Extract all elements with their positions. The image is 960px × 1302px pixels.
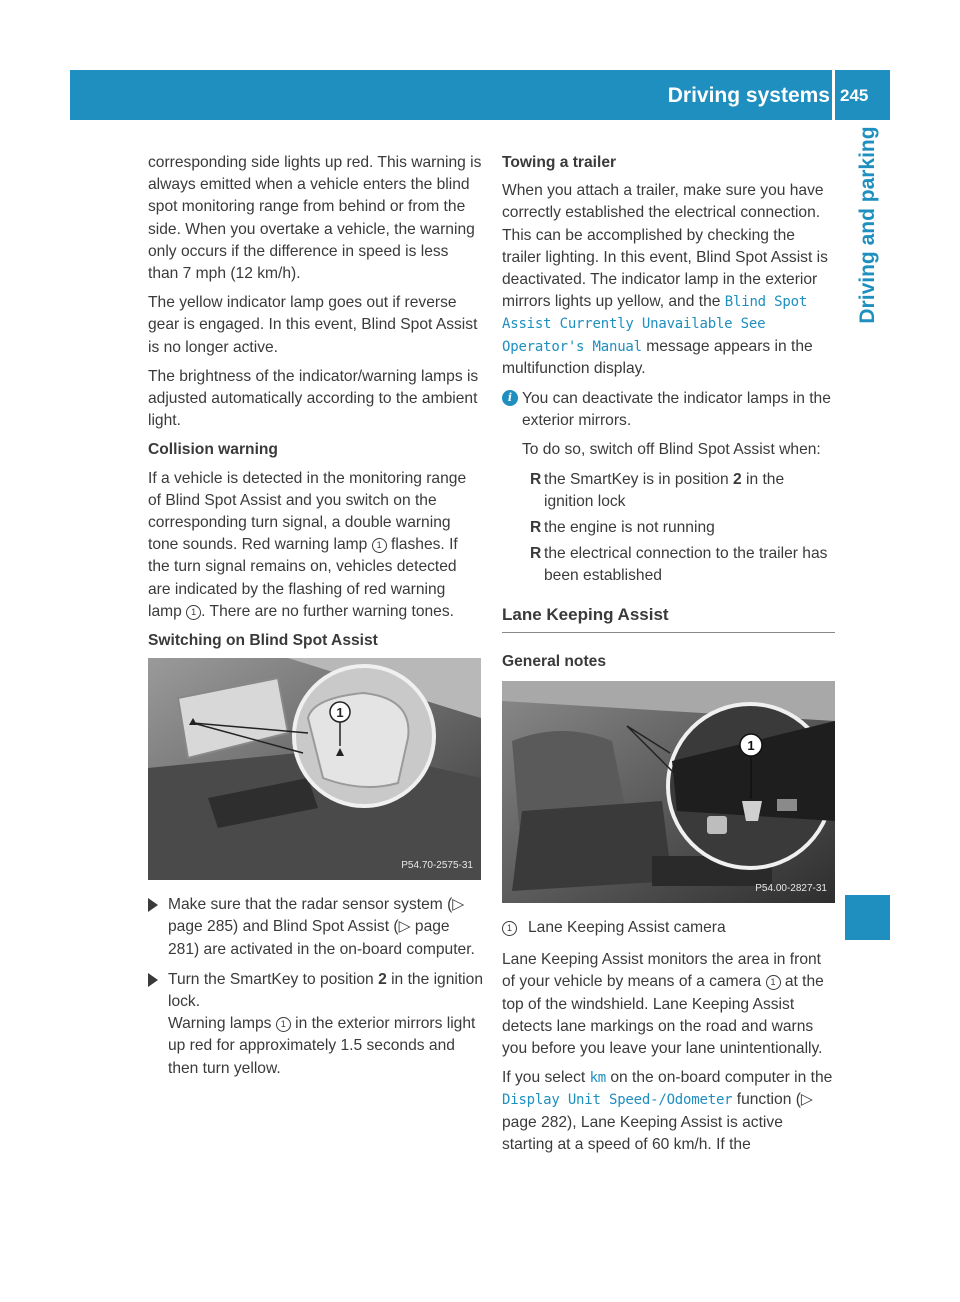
bullet-mark: R: [530, 545, 542, 563]
lka-description: Lane Keeping Assist monitors the area in front of your vehicle by means of a camera 1 at the top of the windshield. Lane Keeping Assist detects lane markings on the road and warns you before you leave your lane unintentionally.: [502, 951, 824, 1058]
towing-trailer-heading: Towing a trailer: [502, 154, 617, 171]
figure-callout-1: 1: [747, 738, 755, 754]
list-item: R the engine is not running: [528, 517, 835, 539]
switching-on-heading: Switching on Blind Spot Assist: [148, 632, 378, 650]
exterior-mirror-figure: [148, 658, 481, 880]
step: Turn the SmartKey to position 2 in the ignition lock. Warning lamps 1 in the exterior mirrors light up red for approximately 1.5 seconds and then turn yellow.: [148, 969, 483, 1080]
figure-code: P54.00-2827-31: [755, 882, 827, 894]
figure-code: P54.70-2575-31: [401, 860, 473, 872]
callout-1-icon: 1: [766, 975, 781, 990]
paragraph: corresponding side lights up red. This warning is always emitted when a vehicle enters the blind spot monitoring range from behind or from the side. When you overtake a vehicle, the warning only occurs if the difference in speed is less than 7 mph (12 km/h).: [148, 154, 482, 283]
windshield-camera-figure: [502, 681, 835, 903]
collision-warning-heading: Collision warning: [148, 441, 278, 459]
page-section-title: Driving systems: [667, 84, 830, 107]
left-column: [148, 152, 483, 1088]
lka-activation-text: If you select km on the on-board computer in the Display Unit Speed-/Odometer function (▷ page 282), Lane Keeping Assist is active starting at a speed of 60 km/h. If the: [502, 1069, 833, 1153]
info-icon: i: [502, 390, 518, 406]
figure-legend: 1 Lane Keeping Assist camera: [502, 917, 835, 939]
paragraph: The brightness of the indicator/warning lamps is adjusted automatically according to the ambient light.: [148, 367, 479, 430]
callout-1-icon: 1: [372, 538, 387, 553]
callout-1-icon: 1: [502, 921, 517, 936]
chapter-tab-label: Driving and parking: [856, 126, 879, 324]
step-arrow-icon: [148, 973, 158, 987]
lane-keeping-assist-heading: Lane Keeping Assist: [502, 604, 835, 633]
windshield-camera-illustration: [502, 681, 835, 903]
general-notes-heading: General notes: [502, 652, 606, 670]
step: Make sure that the radar sensor system (▷ page 285) and Blind Spot Assist (▷ page 281) are activated in the on-board computer.: [148, 894, 483, 961]
page-number: 245: [840, 86, 869, 105]
callout-1-icon: 1: [276, 1017, 291, 1032]
callout-1-icon: 1: [186, 605, 201, 620]
paragraph: The yellow indicator lamp goes out if reverse gear is engaged. In this event, Blind Spot Assist is no longer active.: [148, 294, 478, 356]
collision-warning-text: If a vehicle is detected in the monitoring range of Blind Spot Assist and you switch on the corresponding turn signal, a double warning tone sounds. Red warning lamp 1 flashes. If the turn signal remains on, vehicles detected are indicated by the flashing of red warning lamp 1 . There are no further warning tones.: [148, 469, 467, 620]
list-item: R the SmartKey is in position 2 in the ignition lock: [530, 470, 785, 510]
header-divider: [832, 70, 835, 120]
bullet-list: [528, 469, 835, 588]
towing-trailer-text: When you attach a trailer, make sure you have correctly established the electrical connection. This can be accomplished by checking the trailer lighting. In this event, Blind Spot Assist is deactivated. The indicator lamp in the exterior mirrors lights up yellow, and the Blind Spot Assist Currently Unavailable See Operator's Manual message appears in the multifunction display.: [502, 182, 828, 377]
exterior-mirror-illustration: [148, 658, 481, 880]
display-unit-km: km: [589, 1070, 607, 1087]
chapter-marker: [845, 895, 890, 940]
display-unit-menu: Display Unit Speed-/Odometer: [502, 1092, 733, 1109]
right-column: [502, 152, 835, 1163]
chapter-tab: [845, 122, 890, 332]
display-message: Blind Spot Assist Currently Unavailable See Operator's Manual: [502, 294, 808, 355]
step-arrow-icon: [148, 898, 158, 912]
figure-callout-1: 1: [336, 705, 344, 721]
list-item: R the electrical connection to the trailer has been established: [530, 545, 828, 585]
bullet-mark: R: [530, 519, 542, 537]
info-note: i You can deactivate the indicator lamps in the exterior mirrors. To do so, switch off Blind Spot Assist when: R the SmartKey is in position 2 in the ignition lock R the engine is not running R the electrical connection to the trailer has been established: [502, 388, 835, 588]
bullet-mark: R: [530, 470, 542, 488]
